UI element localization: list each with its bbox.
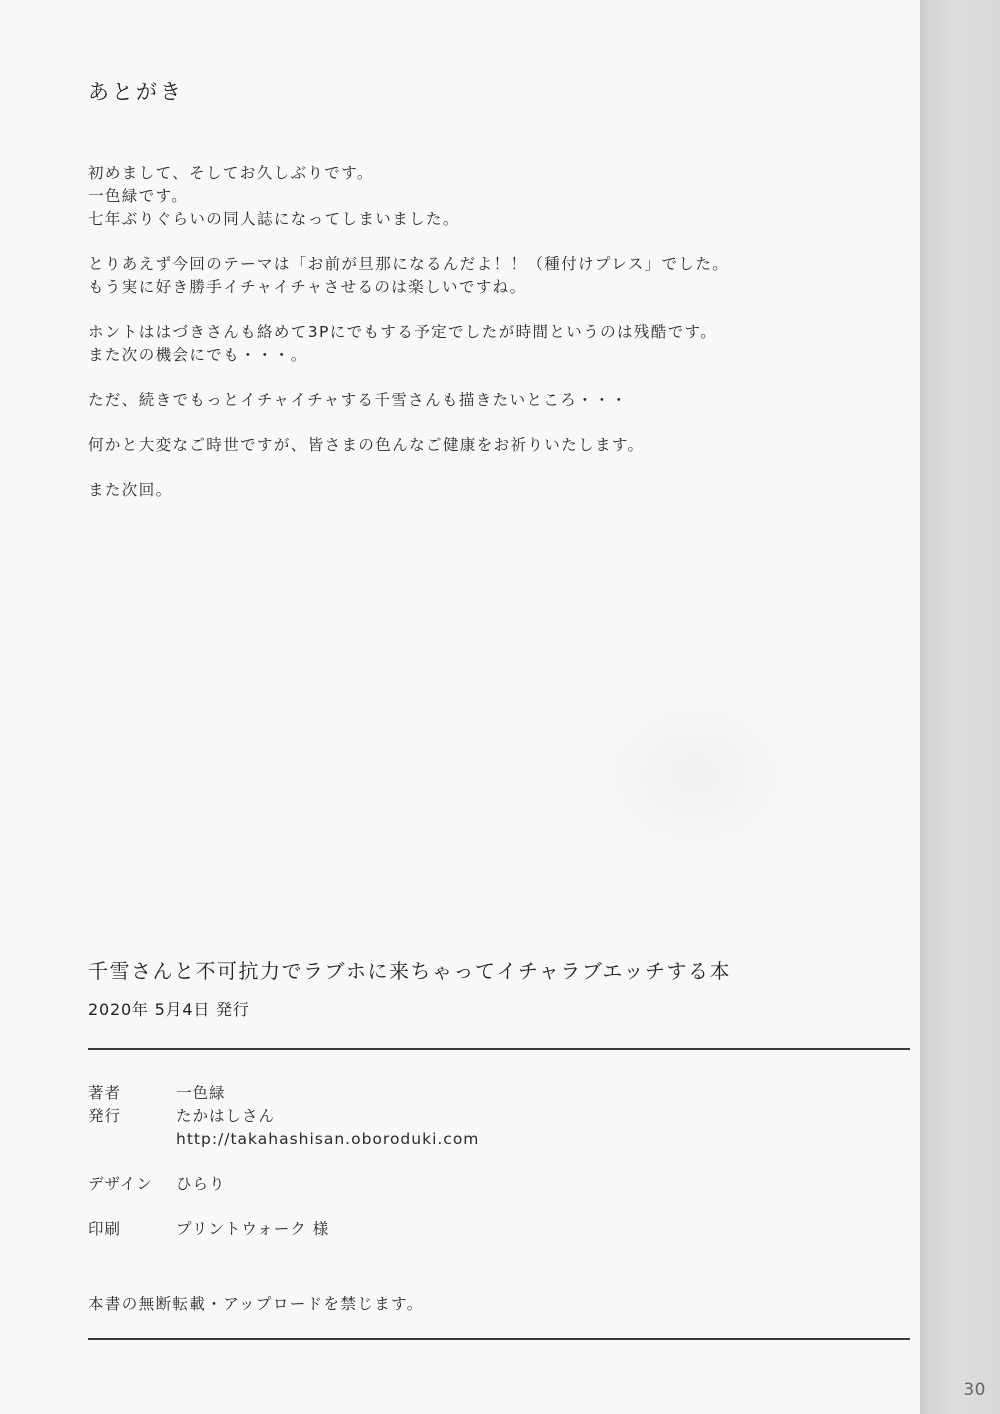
afterword-line: 七年ぶりぐらいの同人誌になってしまいました。 bbox=[88, 210, 460, 228]
page-edge-strip bbox=[920, 0, 1000, 1414]
afterword-heading: あとがき bbox=[88, 80, 184, 104]
book-title: 千雪さんと不可抗力でラブホに来ちゃってイチャラブエッチする本 bbox=[88, 959, 731, 983]
afterword-line: また次回。 bbox=[88, 481, 173, 499]
afterword-line: ホントははづきさんも絡めて3Pにでもする予定でしたが時間というのは残酷です。 bbox=[88, 323, 718, 341]
publisher-label: 発行 bbox=[88, 1107, 122, 1125]
afterword-line: 一色緑です。 bbox=[88, 187, 189, 205]
design-label: デザイン bbox=[88, 1175, 153, 1193]
divider-bottom bbox=[88, 1338, 910, 1340]
afterword-paragraph bbox=[88, 162, 788, 231]
author-name: 一色緑 bbox=[176, 1084, 226, 1102]
afterword-paragraph bbox=[88, 321, 788, 367]
afterword-paragraph bbox=[88, 253, 788, 299]
afterword-paragraph bbox=[88, 479, 788, 502]
divider-top bbox=[88, 1048, 910, 1050]
afterword-paragraph bbox=[88, 389, 788, 412]
printer-label: 印刷 bbox=[88, 1220, 122, 1238]
publication-date: 2020年 5月4日 発行 bbox=[88, 1000, 250, 1019]
afterword-line: 初めまして、そしてお久しぶりです。 bbox=[88, 164, 374, 182]
copyright-notice: 本書の無断転載・アップロードを禁じます。 bbox=[88, 1295, 424, 1313]
afterword-line: 何かと大変なご時世ですが、皆さまの色んなご健康をお祈りいたします。 bbox=[88, 436, 645, 454]
publisher-url[interactable]: http://takahashisan.oboroduki.com bbox=[176, 1130, 480, 1148]
designer-name: ひらり bbox=[176, 1175, 226, 1193]
publisher-name: たかはしさん bbox=[176, 1107, 276, 1125]
afterword-line: とりあえず今回のテーマは「お前が旦那になるんだよ！！（種付けプレス」でした。 bbox=[88, 255, 730, 273]
afterword-line: もう実に好き勝手イチャイチャさせるのは楽しいですね。 bbox=[88, 278, 527, 296]
page-number: 30 bbox=[963, 1380, 986, 1400]
author-label: 著者 bbox=[88, 1084, 122, 1102]
afterword-body bbox=[88, 162, 788, 524]
afterword-line: また次の機会にでも・・・。 bbox=[88, 346, 308, 364]
printer-name: プリントウォーク 様 bbox=[176, 1220, 330, 1238]
afterword-paragraph bbox=[88, 434, 788, 457]
afterword-line: ただ、続きでもっとイチャイチャする千雪さんも描きたいところ・・・ bbox=[88, 391, 628, 409]
paper-smudge bbox=[590, 690, 800, 860]
